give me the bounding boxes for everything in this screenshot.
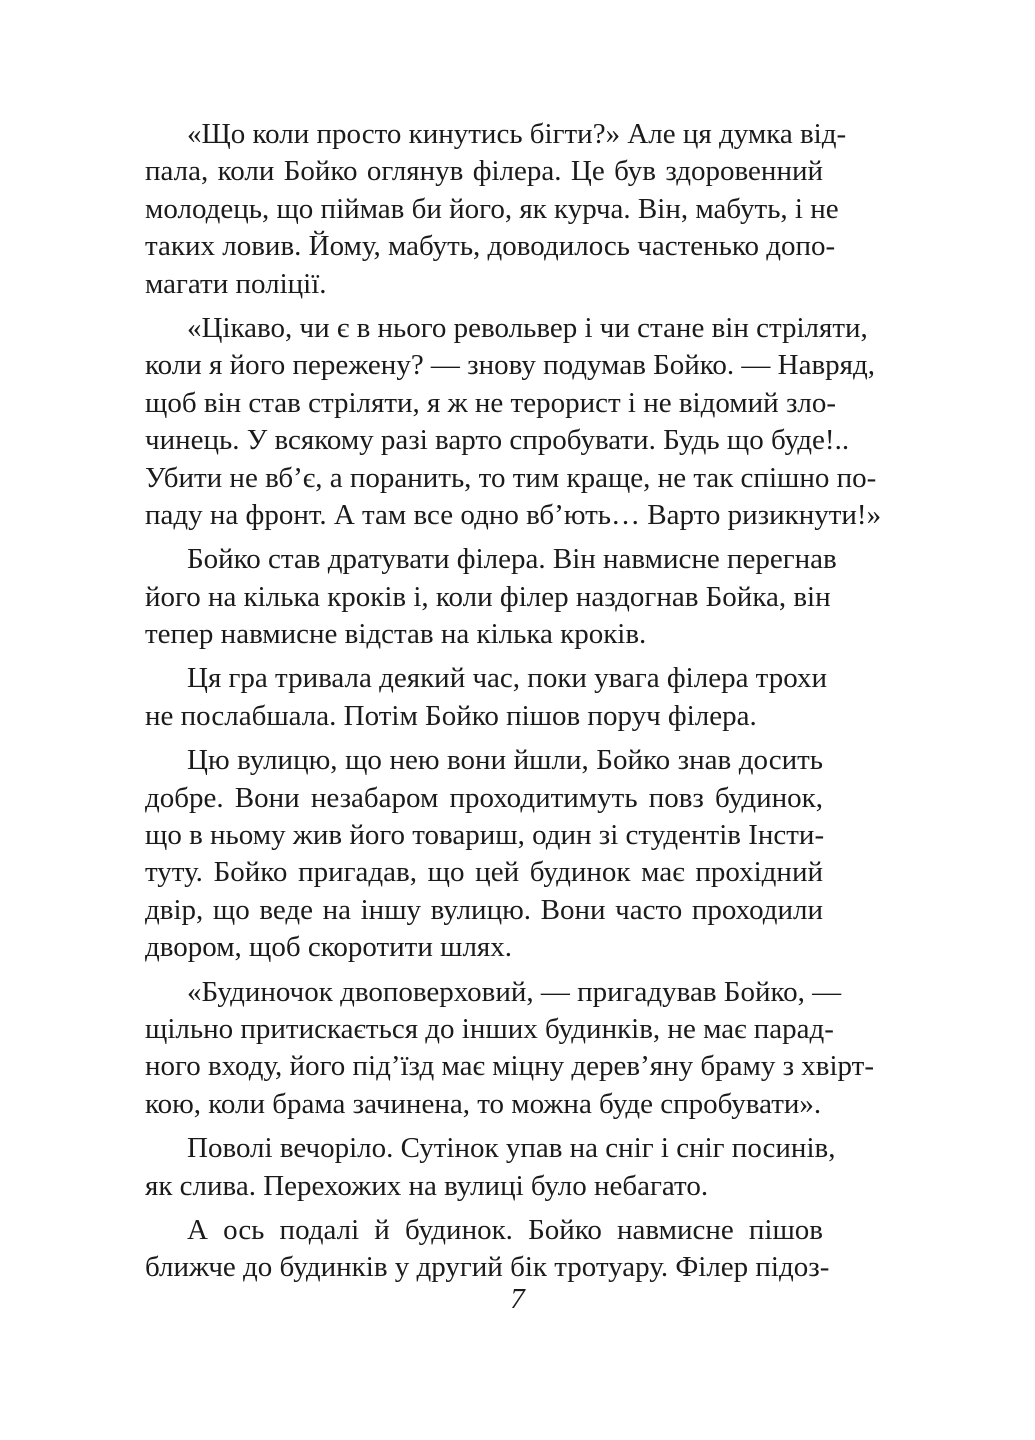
- paragraph: [145, 742, 823, 966]
- text-line: як слива. Перехожих на вулиці було небагато.: [145, 1169, 709, 1202]
- text-line: ного входу, його під’їзд має міцну дерев’яну браму з хвірт-: [145, 1050, 874, 1083]
- text-line: Бойко став дратувати філера. Він навмисне перегнав: [187, 543, 837, 576]
- paragraph: [145, 310, 882, 534]
- text-line: щоб він став стріляти, я ж не терорист і не відомий зло-: [145, 386, 837, 419]
- text-line: пала, коли Бойко оглянув філера. Це був здоровенний: [145, 155, 823, 188]
- text-line: не послабшала. Потім Бойко пішов поруч філера.: [145, 699, 757, 732]
- text-line: щільно притискається до інших будинків, не має парад-: [145, 1012, 834, 1045]
- paragraph: [145, 541, 837, 653]
- text-line: Цю вулицю, що нею вони йшли, Бойко знав досить: [187, 744, 823, 777]
- text-line: магати поліції.: [145, 267, 327, 300]
- paragraph: [145, 660, 828, 735]
- text-line: туту. Бойко пригадав, що цей будинок має прохідний: [145, 856, 823, 889]
- text-line: ближче до будинків у другий бік тротуару. Філер підоз-: [145, 1251, 830, 1284]
- text-line: «Цікаво, чи є в нього револьвер і чи стане він стріляти,: [187, 311, 868, 344]
- text-line: паду на фронт. А там все одно вб’ють… Варто ризикнути!»: [145, 498, 882, 531]
- paragraph: [145, 1212, 830, 1287]
- text-line: кою, коли брама зачинена, то можна буде спробувати».: [145, 1087, 822, 1120]
- text-line: Ця гра тривала деякий час, поки увага філера трохи: [187, 662, 828, 695]
- page-number: 7: [510, 1283, 525, 1315]
- text-line: його на кілька кроків і, коли філер наздогнав Бойка, він: [145, 580, 831, 613]
- text-line: двором, щоб скоротити шлях.: [145, 931, 513, 964]
- text-line: чинець. У всякому разі варто спробувати. Будь що буде!..: [145, 424, 850, 457]
- paragraph: [145, 1130, 836, 1205]
- text-line: Убити не вб’є, а поранить, то тим краще, не так спішно по-: [145, 461, 877, 494]
- paragraph: [145, 116, 847, 303]
- text-line: тепер навмисне відстав на кілька кроків.: [145, 618, 647, 651]
- paragraph: [145, 974, 874, 1124]
- text-line: що в ньому жив його товариш, один зі студентів Інсти-: [145, 819, 825, 852]
- text-line: Поволі вечоріло. Сутінок упав на сніг і сніг посинів,: [187, 1132, 836, 1165]
- text-line: коли я його пережену? — знову подумав Бойко. — Навряд,: [145, 349, 876, 382]
- body-text: [145, 116, 882, 1294]
- text-line: молодець, що піймав би його, як курча. Він, мабуть, і не: [145, 192, 839, 225]
- text-line: «Будиночок двоповерховий, — пригадував Бойко, —: [187, 975, 842, 1008]
- text-line: двір, що веде на іншу вулицю. Вони часто проходили: [145, 893, 823, 926]
- text-line: таких ловив. Йому, мабуть, доводилось частенько допо-: [145, 230, 836, 263]
- text-line: добре. Вони незабаром проходитимуть повз будинок,: [145, 781, 823, 814]
- text-line: А ось подалі й будинок. Бойко навмисне пішов: [187, 1213, 823, 1246]
- text-line: «Що коли просто кинутись бігти?» Але ця думка від-: [187, 118, 847, 150]
